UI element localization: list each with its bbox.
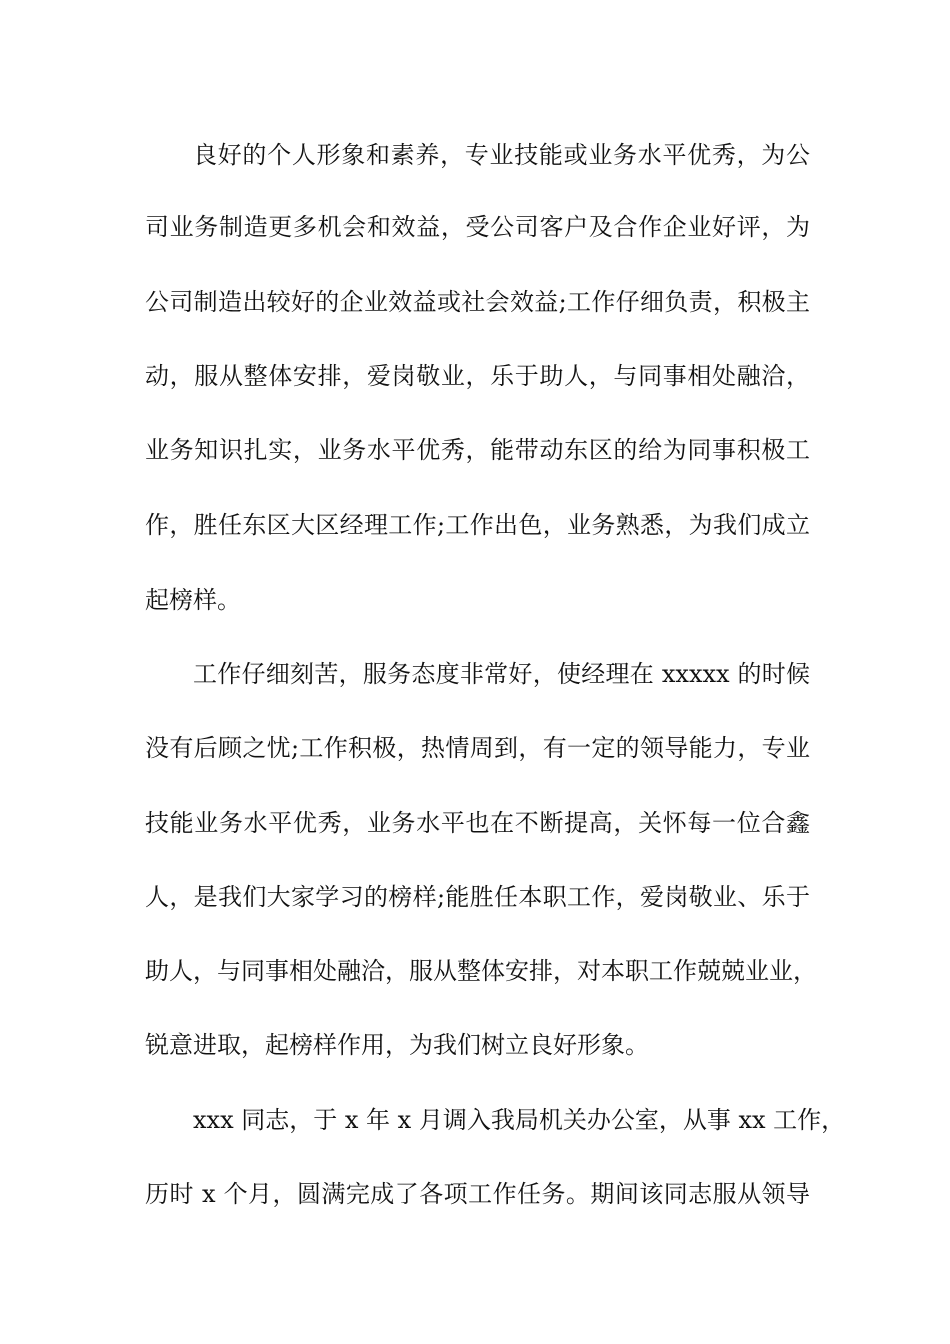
paragraph-1-line-7: 起榜样。: [145, 586, 241, 614]
paragraph-1-line-4: 动，服从整体安排，爱岗敬业，乐于助人，与同事相处融洽，: [145, 362, 810, 390]
paragraph-2-line-6: 锐意进取，起榜样作用，为我们树立良好形象。: [145, 1031, 649, 1059]
paragraph-2-line-2: 没有后顾之忧;工作积极，热情周到，有一定的领导能力，专业: [145, 734, 810, 762]
paragraph-3-line-1: xxx 同志，于 x 年 x 月调入我局机关办公室，从事 xx 工作，: [193, 1106, 846, 1134]
paragraph-1-line-1: 良好的个人形象和素养，专业技能或业务水平优秀，为公: [193, 141, 810, 169]
paragraph-1-line-3: 公司制造出较好的企业效益或社会效益;工作仔细负责，积极主: [145, 288, 810, 316]
paragraph-2-line-5: 助人，与同事相处融洽，服从整体安排，对本职工作兢兢业业，: [145, 957, 817, 985]
paragraph-1-line-6: 作，胜任东区大区经理工作;工作出色，业务熟悉，为我们成立: [145, 511, 810, 539]
paragraph-1-line-2: 司业务制造更多机会和效益，受公司客户及合作企业好评，为: [145, 213, 810, 241]
paragraph-2-line-1: 工作仔细刻苦，服务态度非常好，使经理在 xxxxx 的时候: [193, 660, 810, 688]
paragraph-3-line-2: 历时 x 个月，圆满完成了各项工作任务。期间该同志服从领导: [145, 1180, 810, 1208]
paragraph-1-line-5: 业务知识扎实，业务水平优秀，能带动东区的给为同事积极工: [145, 436, 810, 464]
paragraph-2-line-3: 技能业务水平优秀，业务水平也在不断提高，关怀每一位合鑫: [145, 809, 810, 837]
paragraph-2-line-4: 人，是我们大家学习的榜样;能胜任本职工作，爱岗敬业、乐于: [145, 883, 810, 911]
